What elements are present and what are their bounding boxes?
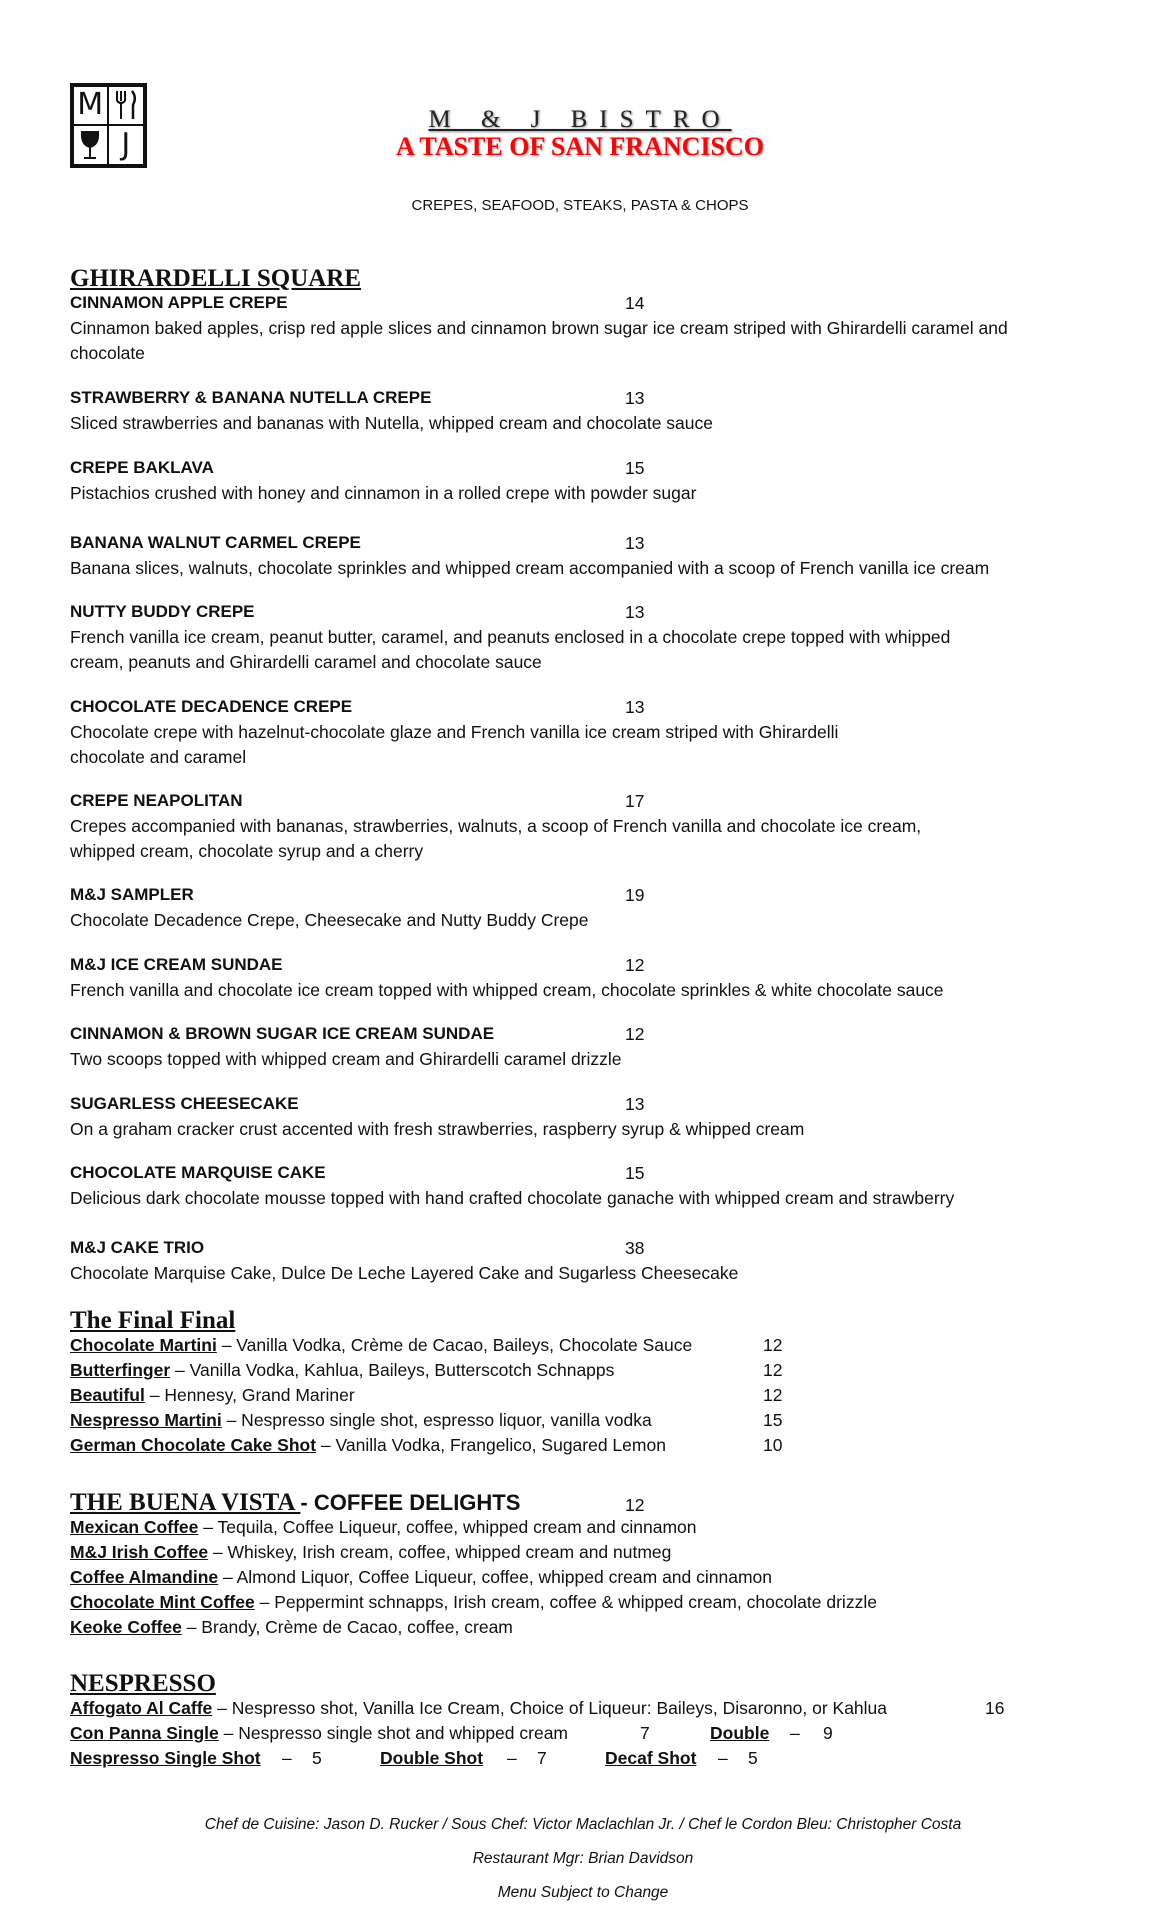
menu-item-price: 17 <box>625 791 645 811</box>
section-title-ghirardelli: GHIRARDELLI SQUARE <box>70 265 362 292</box>
menu-item-price: 12 <box>625 955 645 975</box>
menu-item-price: 38 <box>625 1238 645 1258</box>
menu-item-name: CINNAMON APPLE CREPE <box>70 293 288 312</box>
drink-price: 16 <box>985 1698 1005 1718</box>
drink-price: 12 <box>763 1335 783 1355</box>
menu-item-price: 13 <box>625 388 645 408</box>
menu-item-price: 13 <box>625 1094 645 1114</box>
menu-item-price: 15 <box>625 1163 645 1183</box>
drink-dash: – <box>718 1748 728 1768</box>
section-title-nespresso: NESPRESSO <box>70 1670 216 1697</box>
menu-item-price: 12 <box>625 1024 645 1044</box>
menu-item-price: 13 <box>625 533 645 553</box>
drink-dash: – <box>507 1748 517 1768</box>
drink-item <box>70 1748 261 1769</box>
menu-item-name: CINNAMON & BROWN SUGAR ICE CREAM SUNDAE <box>70 1024 495 1043</box>
drink-desc: – Hennesy, Grand Mariner <box>144 1385 355 1405</box>
drink-name: Affogato Al Caffe <box>70 1698 213 1718</box>
menu-item-desc: whipped cream, chocolate syrup and a cherry <box>70 841 424 861</box>
menu-item-desc: French vanilla and chocolate ice cream topped with whipped cream, chocolate sprinkles & white chocolate sauce <box>70 980 944 1000</box>
menu-item-desc: Banana slices, walnuts, chocolate sprinkles and whipped cream accompanied with a scoop of French vanilla ice cream <box>70 558 990 578</box>
drink-item <box>70 1517 697 1538</box>
drink-desc: – Brandy, Crème de Cacao, coffee, cream <box>181 1617 513 1637</box>
drink-desc: – Vanilla Vodka, Crème de Cacao, Baileys, Chocolate Sauce <box>216 1335 693 1355</box>
section-title-buena <box>70 1489 520 1517</box>
menu-item-name: CREPE NEAPOLITAN <box>70 791 243 810</box>
drink-name: Chocolate Martini <box>70 1335 217 1355</box>
drink-name: Nespresso Martini <box>70 1410 222 1430</box>
drink-name: Butterfinger <box>70 1360 171 1380</box>
drink-name: German Chocolate Cake Shot <box>70 1435 317 1455</box>
logo <box>70 83 147 168</box>
menu-item-name: CHOCOLATE DECADENCE CREPE <box>70 697 353 716</box>
drink-item <box>70 1592 877 1613</box>
menu-item-desc: Cinnamon baked apples, crisp red apple slices and cinnamon brown sugar ice cream striped with Ghirardelli caramel and <box>70 318 1008 338</box>
drink-desc: – Nespresso shot, Vanilla Ice Cream, Choice of Liqueur: Baileys, Disaronno, or Kahlua <box>212 1698 888 1718</box>
drink-item <box>605 1748 696 1769</box>
drink-dash: – <box>790 1723 800 1743</box>
drink-item <box>710 1723 769 1744</box>
menu-item-name: BANANA WALNUT CARMEL CREPE <box>70 533 361 552</box>
drink-name: Double <box>710 1723 770 1743</box>
drink-name: Beautiful <box>70 1385 145 1405</box>
drink-price: 7 <box>640 1723 650 1743</box>
cuisines: CREPES, SEAFOOD, STEAKS, PASTA & CHOPS <box>411 197 749 214</box>
drink-item <box>70 1360 614 1381</box>
drink-desc: – Peppermint schnapps, Irish cream, coffee & whipped cream, chocolate drizzle <box>254 1592 877 1612</box>
drink-item <box>70 1542 671 1563</box>
wine-glass-icon <box>74 126 109 165</box>
drink-price: 5 <box>312 1748 322 1768</box>
drink-desc: – Vanilla Vodka, Kahlua, Baileys, Butterscotch Schnapps <box>170 1360 615 1380</box>
drink-name: Nespresso Single Shot <box>70 1748 261 1768</box>
drink-name: M&J Irish Coffee <box>70 1542 209 1562</box>
menu-item-price: 15 <box>625 458 645 478</box>
drink-name: Keoke Coffee <box>70 1617 182 1637</box>
buena-title: THE BUENA VISTA <box>70 1489 301 1516</box>
buena-subtitle: - COFFEE DELIGHTS <box>300 1490 521 1515</box>
drink-price: 9 <box>823 1723 833 1743</box>
footer-manager: Restaurant Mgr: Brian Davidson <box>472 1850 694 1867</box>
drink-item <box>70 1617 513 1638</box>
menu-item-price: 14 <box>625 293 645 313</box>
fork-knife-icon <box>109 87 144 126</box>
drink-desc: – Nespresso single shot, espresso liquor, vanilla vodka <box>221 1410 652 1430</box>
drink-dash: – <box>282 1748 292 1768</box>
drink-desc: – Nespresso single shot and whipped cream <box>218 1723 569 1743</box>
menu-item-name: M&J ICE CREAM SUNDAE <box>70 955 283 974</box>
drink-price: 5 <box>748 1748 758 1768</box>
footer-note: Menu Subject to Change <box>497 1884 669 1901</box>
drink-desc: – Almond Liquor, Coffee Liqueur, coffee, whipped cream and cinnamon <box>218 1567 773 1587</box>
drink-desc: – Vanilla Vodka, Frangelico, Sugared Lemon <box>316 1435 666 1455</box>
menu-item-name: STRAWBERRY & BANANA NUTELLA CREPE <box>70 388 432 407</box>
menu-item-desc: Delicious dark chocolate mousse topped with hand crafted chocolate ganache with whipped cream and strawberry <box>70 1188 955 1208</box>
tagline: A TASTE OF SAN FRANCISCO <box>396 132 764 161</box>
drink-name: Con Panna Single <box>70 1723 219 1743</box>
drink-item <box>70 1385 355 1406</box>
drink-item <box>70 1435 666 1456</box>
menu-item-name: NUTTY BUDDY CREPE <box>70 602 255 621</box>
drink-desc: – Tequila, Coffee Liqueur, coffee, whipped cream and cinnamon <box>198 1517 697 1537</box>
menu-item-name: SUGARLESS CHEESECAKE <box>70 1094 299 1113</box>
drink-name: Coffee Almandine <box>70 1567 219 1587</box>
menu-item-desc: Two scoops topped with whipped cream and Ghirardelli caramel drizzle <box>70 1049 622 1069</box>
footer-chefs: Chef de Cuisine: Jason D. Rucker / Sous Chef: Victor Maclachlan Jr. / Chef le Cordon Bleu: Christopher Costa <box>204 1816 962 1833</box>
drink-name: Chocolate Mint Coffee <box>70 1592 255 1612</box>
drink-desc: – Whiskey, Irish cream, coffee, whipped cream and nutmeg <box>208 1542 672 1562</box>
menu-item-desc: chocolate <box>70 343 145 363</box>
drink-price: 10 <box>763 1435 783 1455</box>
menu-item-name: M&J SAMPLER <box>70 885 194 904</box>
menu-item-price: 19 <box>625 885 645 905</box>
drink-name: Mexican Coffee <box>70 1517 199 1537</box>
restaurant-name: M & J BISTRO <box>428 106 732 133</box>
menu-item-name: CHOCOLATE MARQUISE CAKE <box>70 1163 326 1182</box>
menu-item-desc: cream, peanuts and Ghirardelli caramel and chocolate sauce <box>70 652 542 672</box>
menu-item-desc: Pistachios crushed with honey and cinnamon in a rolled crepe with powder sugar <box>70 483 697 503</box>
drink-item <box>70 1410 652 1431</box>
menu-item-desc: Chocolate crepe with hazelnut-chocolate glaze and French vanilla ice cream striped with Ghirardelli <box>70 722 839 742</box>
logo-letter-m: M <box>74 87 109 126</box>
drink-item <box>70 1567 772 1588</box>
menu-item-desc: Crepes accompanied with bananas, strawberries, walnuts, a scoop of French vanilla and chocolate ice cream, <box>70 816 922 836</box>
menu-item-price: 13 <box>625 697 645 717</box>
menu-item-name: M&J CAKE TRIO <box>70 1238 205 1257</box>
drink-item <box>70 1698 887 1719</box>
menu-item-price: 13 <box>625 602 645 622</box>
drink-item <box>380 1748 483 1769</box>
menu-item-desc: French vanilla ice cream, peanut butter, caramel, and peanuts enclosed in a chocolate crepe topped with whipped <box>70 627 951 647</box>
drink-name: Decaf Shot <box>605 1748 697 1768</box>
drink-price: 12 <box>763 1385 783 1405</box>
drink-item <box>70 1335 692 1356</box>
buena-price: 12 <box>625 1495 645 1515</box>
logo-letter-j: J <box>121 126 131 162</box>
menu-item-name: CREPE BAKLAVA <box>70 458 214 477</box>
drink-name: Double Shot <box>380 1748 484 1768</box>
menu-item-desc: Sliced strawberries and bananas with Nutella, whipped cream and chocolate sauce <box>70 413 714 433</box>
section-title-final: The Final Final <box>70 1307 236 1334</box>
drink-item <box>70 1723 568 1744</box>
menu-item-desc: On a graham cracker crust accented with fresh strawberries, raspberry syrup & whipped cream <box>70 1119 805 1139</box>
drink-price: 12 <box>763 1360 783 1380</box>
drink-price: 7 <box>537 1748 547 1768</box>
menu-item-desc: Chocolate Decadence Crepe, Cheesecake and Nutty Buddy Crepe <box>70 910 589 930</box>
drink-price: 15 <box>763 1410 783 1430</box>
menu-item-desc: chocolate and caramel <box>70 747 247 767</box>
menu-item-desc: Chocolate Marquise Cake, Dulce De Leche Layered Cake and Sugarless Cheesecake <box>70 1263 739 1283</box>
